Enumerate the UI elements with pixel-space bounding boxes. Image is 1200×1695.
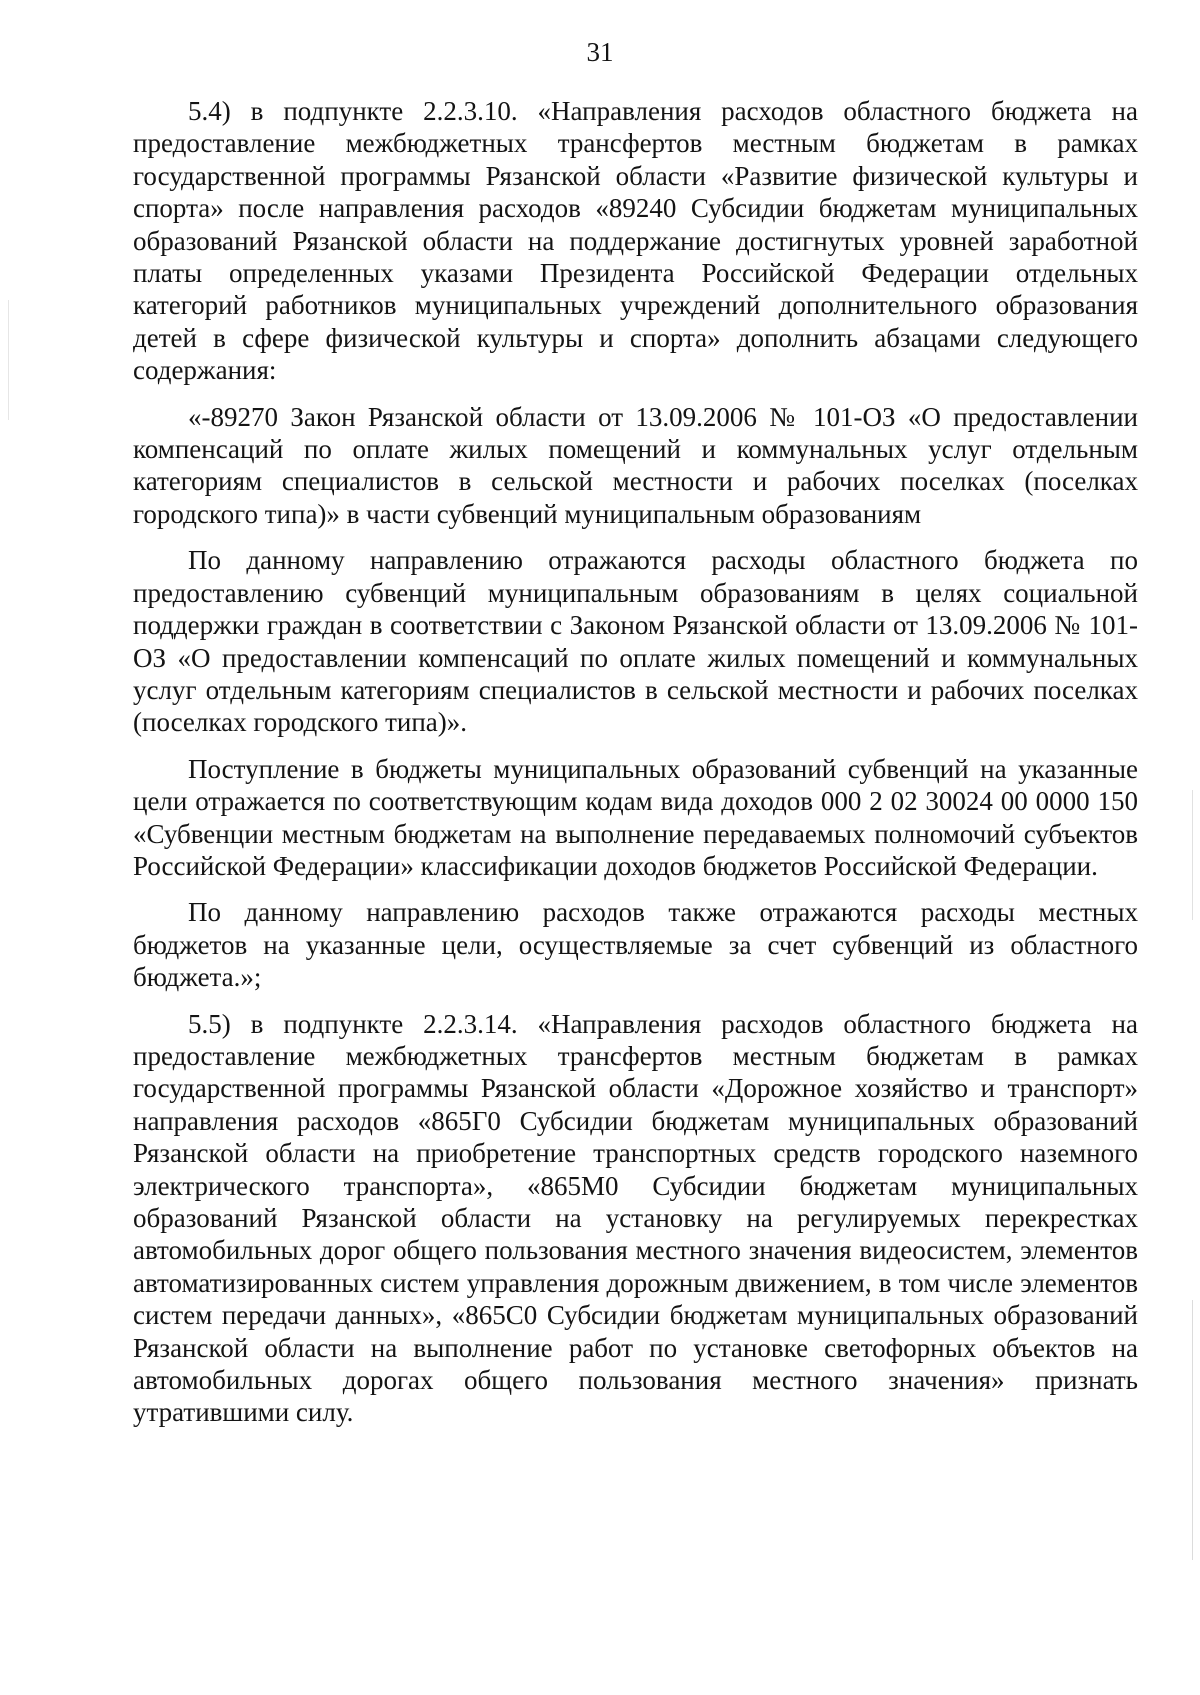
- scan-mark-right-upper: [1192, 790, 1193, 920]
- scan-mark-right-lower: [1192, 1300, 1193, 1560]
- scan-mark-left: [8, 300, 9, 420]
- paragraph-5-4: 5.4) в подпункте 2.2.3.10. «Направления расходов областного бюджета на предоставление межбюджетных трансфертов местным бюджетам в рамках государственной программы Рязанской области «Развитие физической культуры и спорта» после направления расходов «89240 Субсидии бюджетам муниципальных образований Рязанской области на поддержание достигнутых уровней заработной платы определенных указами Президента Российской Федерации отдельных категорий работников муниципальных учреждений дополнительного образования детей в сфере физической культуры и спорта» дополнить абзацами следующего содержания:: [133, 96, 1138, 386]
- paragraph-5-5: 5.5) в подпункте 2.2.3.14. «Направления расходов областного бюджета на предоставление межбюджетных трансфертов местным бюджетам в рамках государственной программы Рязанской области «Дорожное хозяйство и транспорт» направления расходов «865Г0 Субсидии бюджетам муниципальных образований Рязанской области на приобретение транспортных средств городского наземного электрического транспорта», «865М0 Субсидии бюджетам муниципальных образований Рязанской области на установку на регулируемых перекрестках автомобильных дорог общего пользования местного значения видеосистем, элементов автоматизированных систем управления дорожным движением, в том числе элементов систем передачи данных», «865С0 Субсидии бюджетам муниципальных образований Рязанской области на выполнение работ по установке светофорных объектов на автомобильных дорогах общего пользования местного значения» признать утратившими силу.: [133, 1008, 1138, 1428]
- paragraph-local-budgets: По данному направлению расходов также отражаются расходы местных бюджетов на указанные цели, осуществляемые за счет субвенций из областного бюджета.»;: [133, 897, 1138, 993]
- paragraph-89270-heading: «-89270 Закон Рязанской области от 13.09.2006 № 101-ОЗ «О предоставлении компенсаций по оплате жилых помещений и коммунальных услуг отдельным категориям специалистов в сельской местности и рабочих поселках (поселках городского типа)» в части субвенций муниципальным образованиям: [133, 401, 1138, 529]
- document-body: [133, 95, 1138, 1429]
- paragraph-income-codes: Поступление в бюджеты муниципальных образований субвенций на указанные цели отражается по соответствующим кодам вида доходов 000 2 02 30024 00 0000 150 «Субвенции местным бюджетам на выполнение передаваемых полномочий субъектов Российской Федерации» классификации доходов бюджетов Российской Федерации.: [133, 753, 1138, 881]
- paragraph-direction-description: По данному направлению отражаются расходы областного бюджета по предоставлению субвенций муниципальным образованиям в целях социальной поддержки граждан в соответствии с Законом Рязанской области от 13.09.2006 № 101-ОЗ «О предоставлении компенсаций по оплате жилых помещений и коммунальных услуг отдельным категориям специалистов в сельской местности и рабочих поселках (поселках городского типа)».: [133, 545, 1138, 738]
- page-number: 31: [586, 37, 614, 67]
